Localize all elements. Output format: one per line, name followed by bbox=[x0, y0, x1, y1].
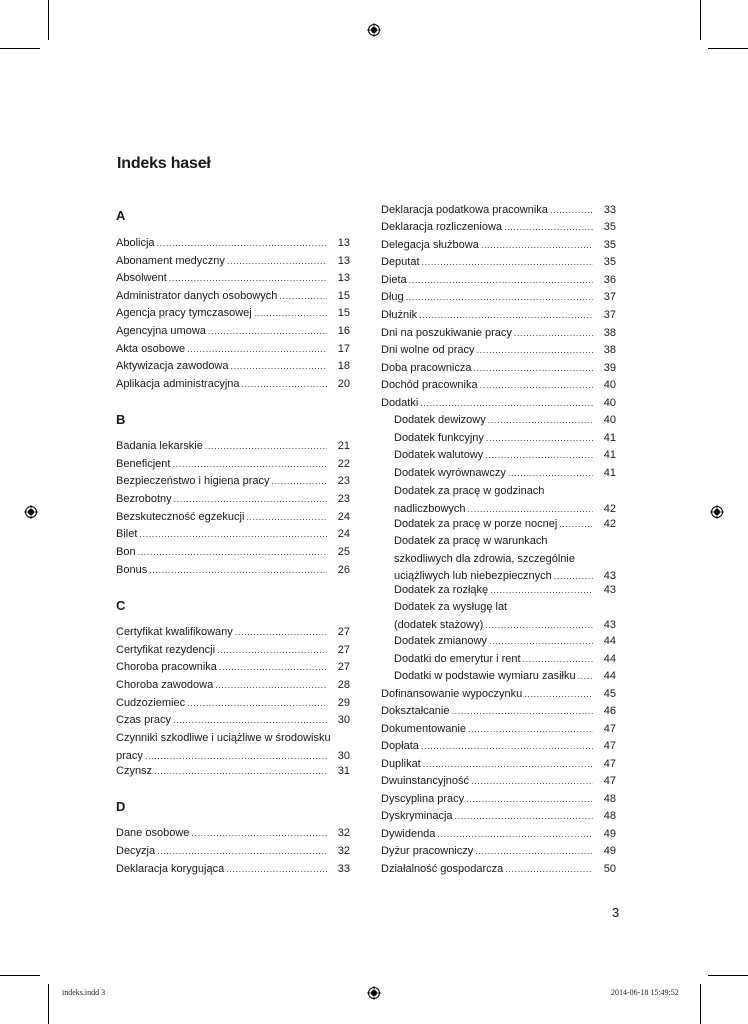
index-subentry: Dodatek za pracę w porze nocnej ..... 42 bbox=[394, 516, 616, 534]
index-entry: Bilet ..... 24 bbox=[116, 526, 350, 544]
crop-mark bbox=[708, 975, 748, 976]
index-entry: Czynniki szkodliwe i uciążliwe w środowisku pracy ..... 30 bbox=[116, 730, 350, 765]
index-subentry: Dodatek za pracę w godzinach nadliczbowych ..... 42 bbox=[394, 483, 616, 518]
crop-mark bbox=[48, 984, 49, 1024]
index-entry: Certyfikat kwalifikowany ..... 27 bbox=[116, 624, 350, 642]
registration-mark-icon bbox=[710, 505, 724, 519]
index-entry: Choroba pracownika ..... 27 bbox=[116, 659, 350, 677]
index-entry: Agencja pracy tymczasowej ..... 15 bbox=[116, 305, 350, 323]
index-subentry: Dodatek za rozłąkę ..... 43 bbox=[394, 582, 616, 600]
registration-mark-icon bbox=[367, 23, 381, 37]
slug-datetime: 2014-06-18 15:49:52 bbox=[611, 988, 679, 997]
index-entry: Dodatki ..... 40 bbox=[381, 395, 616, 413]
index-entry: Dyskryminacja ..... 48 bbox=[381, 808, 616, 826]
index-entry: Bonus ..... 26 bbox=[116, 562, 350, 580]
index-entry: Beneficjent ..... 22 bbox=[116, 456, 350, 474]
index-entry: Abolicja ..... 13 bbox=[116, 235, 350, 253]
index-subentry: Dodatki w podstawie wymiaru zasiłku ..... 44 bbox=[394, 668, 616, 686]
index-subentry: Dodatek zmianowy ..... 44 bbox=[394, 633, 616, 651]
index-entry: Bezskuteczność egzekucji ..... 24 bbox=[116, 509, 350, 527]
index-entry: Dyżur pracowniczy ..... 49 bbox=[381, 843, 616, 861]
index-entry: Dług ..... 37 bbox=[381, 289, 616, 307]
index-entry: Deputat ..... 35 bbox=[381, 254, 616, 272]
index-entry: Dokształcanie ..... 46 bbox=[381, 703, 616, 721]
index-entry: Dopłata ..... 47 bbox=[381, 738, 616, 756]
index-entry: Bezrobotny ..... 23 bbox=[116, 491, 350, 509]
index-entry: Akta osobowe ..... 17 bbox=[116, 341, 350, 359]
index-entry: Aplikacja administracyjna ..... 20 bbox=[116, 376, 350, 394]
index-subentry: Dodatek walutowy ..... 41 bbox=[394, 447, 616, 465]
section-letter: C bbox=[116, 598, 126, 613]
index-entry: Doba pracownicza ..... 39 bbox=[381, 360, 616, 378]
index-entry: Dokumentowanie ..... 47 bbox=[381, 721, 616, 739]
index-subentry: Dodatek za pracę w warunkach szkodliwych dla zdrowia, szczególnie uciążliwych lub niebezpiecznych ..... 43 bbox=[394, 533, 616, 586]
crop-mark bbox=[48, 0, 49, 40]
index-entry: Badania lekarskie ..... 21 bbox=[116, 438, 350, 456]
index-entry: Dane osobowe ..... 32 bbox=[116, 825, 350, 843]
page-title: Indeks haseł bbox=[117, 155, 211, 172]
crop-mark bbox=[700, 984, 701, 1024]
index-entry: Absolwent ..... 13 bbox=[116, 270, 350, 288]
index-entry: Abonament medyczny ..... 13 bbox=[116, 253, 350, 271]
index-entry: Bezpieczeństwo i higiena pracy ..... 23 bbox=[116, 473, 350, 491]
index-entry: Deklaracja podatkowa pracownika ..... 33 bbox=[381, 202, 616, 220]
index-entry: Dni na poszukiwanie pracy ..... 38 bbox=[381, 325, 616, 343]
index-entry: Dyscyplina pracy ..... 48 bbox=[381, 791, 616, 809]
index-entry: Aktywizacja zawodowa ..... 18 bbox=[116, 358, 350, 376]
index-entry: Dwuinstancyjność ..... 47 bbox=[381, 773, 616, 791]
index-entry: Bon ..... 25 bbox=[116, 544, 350, 562]
registration-mark-icon bbox=[24, 505, 38, 519]
index-entry: Agencyjna umowa ..... 16 bbox=[116, 323, 350, 341]
section-letter: B bbox=[116, 412, 126, 427]
index-subentry: Dodatek wyrównawczy ..... 41 bbox=[394, 465, 616, 483]
index-entry: Decyzja ..... 32 bbox=[116, 843, 350, 861]
section-letter: D bbox=[116, 799, 126, 814]
index-entry: Dochód pracownika ..... 40 bbox=[381, 377, 616, 395]
index-entry: Dofinansowanie wypoczynku ..... 45 bbox=[381, 686, 616, 704]
index-entry: Działalność gospodarcza ..... 50 bbox=[381, 861, 616, 879]
index-entry: Dni wolne od pracy ..... 38 bbox=[381, 342, 616, 360]
index-entry: Deklaracja korygująca ..... 33 bbox=[116, 861, 350, 879]
index-subentry: Dodatek funkcyjny ..... 41 bbox=[394, 430, 616, 448]
crop-mark bbox=[708, 48, 748, 49]
index-entry: Deklaracja rozliczeniowa ..... 35 bbox=[381, 219, 616, 237]
registration-mark-icon bbox=[367, 986, 381, 1000]
crop-mark bbox=[0, 975, 40, 976]
index-entry: Duplikat ..... 47 bbox=[381, 756, 616, 774]
index-entry: Administrator danych osobowych ..... 15 bbox=[116, 288, 350, 306]
index-entry: Czas pracy ..... 30 bbox=[116, 712, 350, 730]
index-entry: Dywidenda ..... 49 bbox=[381, 826, 616, 844]
index-subentry: Dodatek za wysługę lat (dodatek stażowy) ..... 43 bbox=[394, 599, 616, 634]
crop-mark bbox=[700, 0, 701, 40]
page-number: 3 bbox=[612, 905, 620, 920]
index-entry: Czynsz ..... 31 bbox=[116, 763, 350, 781]
index-entry: Dłużnik ..... 37 bbox=[381, 307, 616, 325]
index-subentry: Dodatki do emerytur i rent ..... 44 bbox=[394, 651, 616, 669]
index-entry: Certyfikat rezydencji ..... 27 bbox=[116, 642, 350, 660]
index-entry: Delegacja służbowa ..... 35 bbox=[381, 237, 616, 255]
index-entry: Choroba zawodowa ..... 28 bbox=[116, 677, 350, 695]
section-letter: A bbox=[116, 208, 126, 223]
index-entry: Dieta ..... 36 bbox=[381, 272, 616, 290]
index-entry: Cudzoziemiec ..... 29 bbox=[116, 695, 350, 713]
slug-filename: indeks.indd 3 bbox=[62, 988, 106, 997]
crop-mark bbox=[0, 48, 40, 49]
index-subentry: Dodatek dewizowy ..... 40 bbox=[394, 412, 616, 430]
